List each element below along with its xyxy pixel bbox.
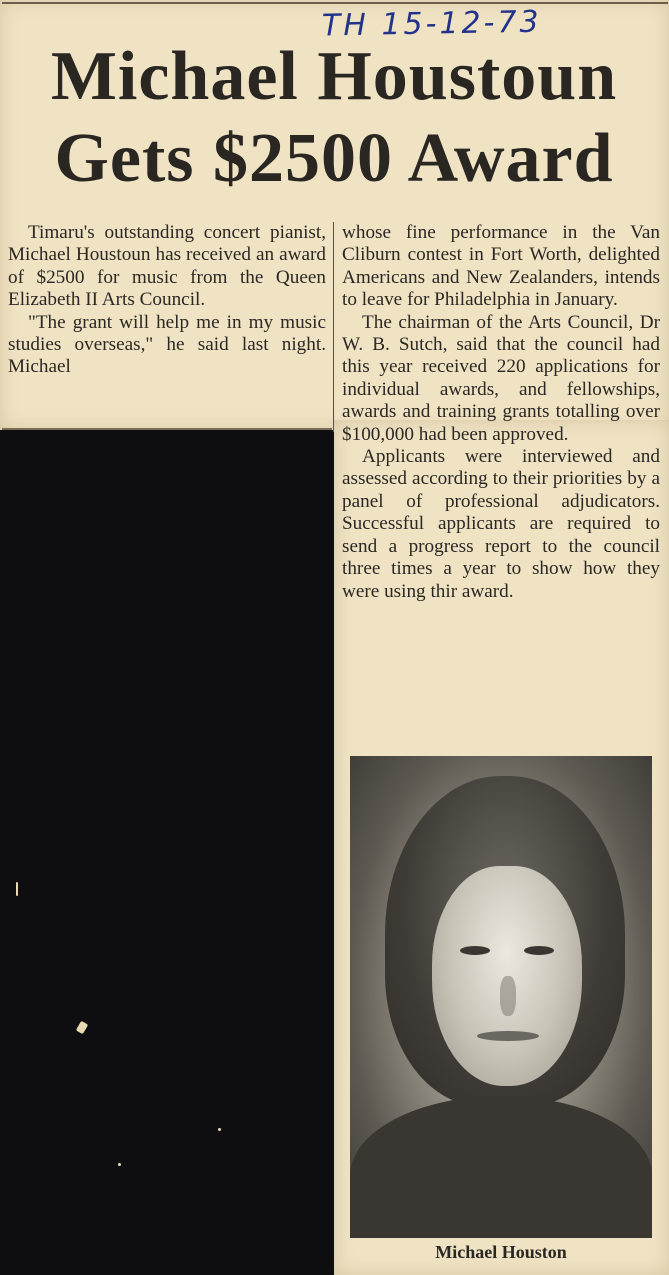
- paragraph: Timaru's outstanding concert pianist, Michael Houstoun has received an award of $2500 for music from the Queen Elizabeth II Arts Council.: [8, 222, 326, 311]
- paragraph: Applicants were interviewed and assessed according to their priorities by a panel of professional adjudicators. Successful applicants are required to send a progress report to the council three times a year to show how they were using thir award.: [342, 446, 660, 602]
- photo-mouth: [477, 1031, 539, 1041]
- dust-speck: [16, 882, 18, 896]
- photo-face: [432, 866, 582, 1086]
- handwritten-date-stamp: TH 15-12-73: [321, 4, 542, 44]
- article-headline: Michael Houstoun Gets $2500 Award: [50, 38, 618, 197]
- column-bottom-rule: [2, 428, 332, 430]
- dust-speck: [76, 1021, 88, 1035]
- photo-shoulders: [350, 1096, 652, 1238]
- dust-speck: [218, 1128, 221, 1131]
- photo-caption: Michael Houston: [435, 1242, 567, 1262]
- column-divider: [333, 222, 334, 432]
- photo-eye: [524, 946, 554, 955]
- photo-nose: [500, 976, 516, 1016]
- article-left-column: [8, 222, 326, 379]
- article-right-column: [342, 222, 660, 603]
- paragraph-continued: whose fine performance in the Van Cliburn contest in Fort Worth, delighted Americans and New Zealanders, intends to leave for Philadelphia in January.: [342, 222, 660, 311]
- dust-speck: [118, 1163, 121, 1166]
- portrait-photo: [350, 756, 652, 1238]
- paragraph: "The grant will help me in my music studies overseas," he said last night. Michael: [8, 311, 326, 378]
- photo-eye: [460, 946, 490, 955]
- paragraph: The chairman of the Arts Council, Dr W. B. Sutch, said that the council had this year received 220 applications for individual awards, and fellowships, awards and training grants totalling over $100,000 had been approved.: [342, 311, 660, 445]
